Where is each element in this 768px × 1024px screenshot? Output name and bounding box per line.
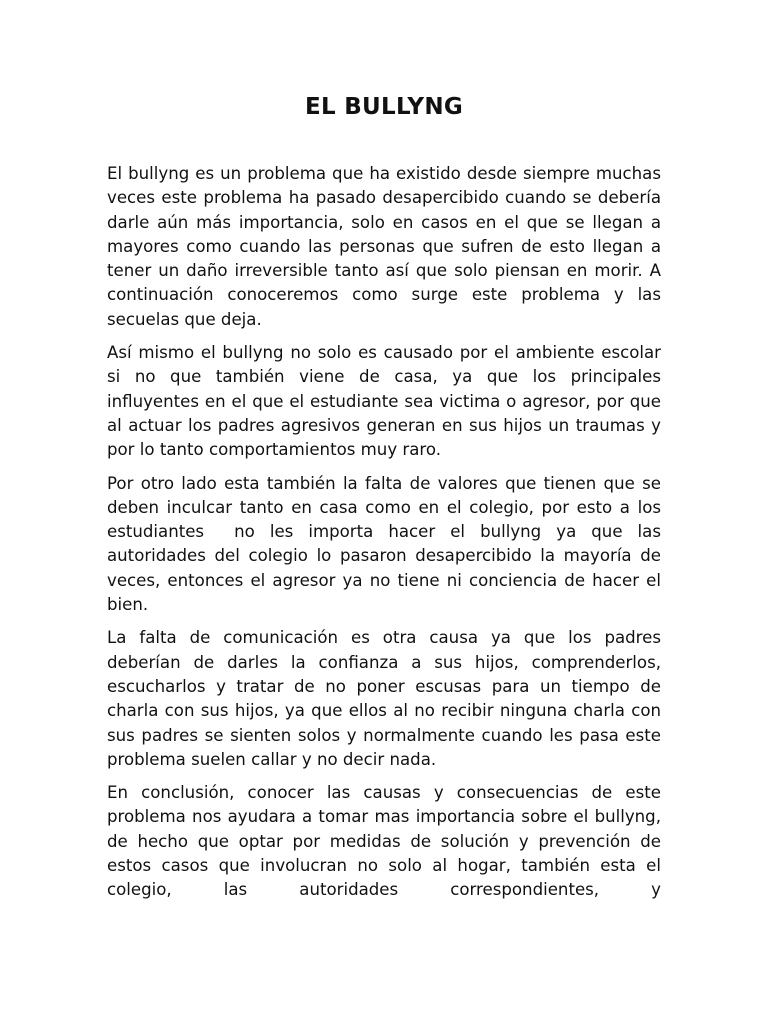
paragraph-2: Así mismo el bullyng no solo es causado por el ambiente escolar si no que también viene de casa, ya que los principales influyentes en el que el estudiante sea victima o agresor, por que al actuar los padres agresivos generan en sus hijos un traumas y por lo tanto comportamientos muy raro. — [107, 343, 661, 460]
document-title: EL BULLYNG — [304, 94, 464, 120]
document-body — [107, 162, 667, 912]
paragraph-5: En conclusión, conocer las causas y consecuencias de este problema nos ayudara a tomar mas importancia sobre el bullyng, de hecho que optar por medidas de solución y prevención de estos casos que involucran no solo al hogar, también esta el colegio, las autoridades correspondientes, y — [107, 783, 661, 900]
paragraph-3: Por otro lado esta también la falta de valores que tienen que se deben inculcar tanto en casa como en el colegio, por esto a los estudiantes no les importa hacer el bullyng ya que las autoridades del colegio lo pasaron desapercibido la mayoría de veces, entonces el agresor ya no tiene ni conciencia de hacer el bien. — [107, 473, 667, 615]
paragraph-1: El bullyng es un problema que ha existido desde siempre muchas veces este problema ha pasado desapercibido cuando se debería darle aún más importancia, solo en casos en el que se llegan a mayores como cuando las personas que sufren de esto llegan a tener un daño irreversible tanto así que solo piensan en morir. A continuación conoceremos como surge este problema y las secuelas que deja. — [107, 164, 661, 329]
paragraph-4: La falta de comunicación es otra causa ya que los padres deberían de darles la confianza a sus hijos, comprenderlos, escucharlos y tratar de no poner escusas para un tiempo de charla con sus hijos, ya que ellos al no recibir ninguna charla con sus padres se sienten solos y normalmente cuando les pasa este problema suelen callar y no decir nada. — [107, 628, 661, 769]
